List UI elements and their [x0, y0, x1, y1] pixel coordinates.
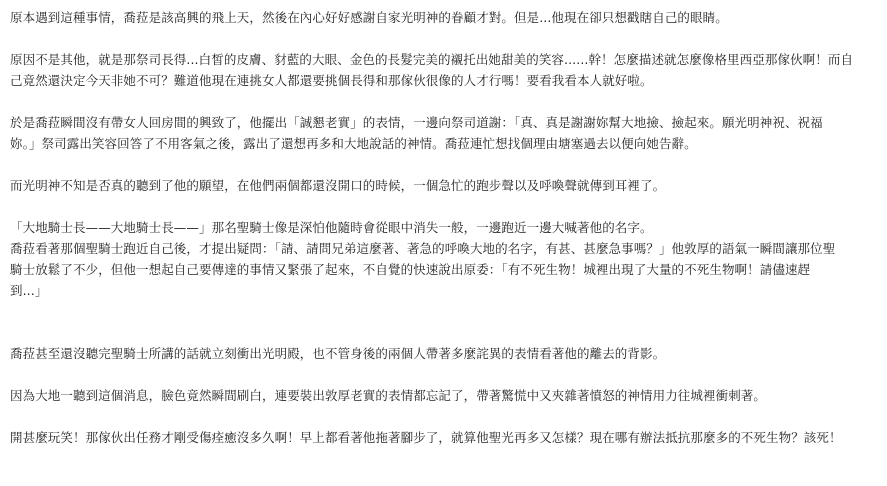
paragraph-3: [10, 112, 880, 154]
paragraph-4: [10, 175, 880, 196]
paragraph-6: [10, 343, 880, 364]
text-line: 而光明神不知是否真的聽到了他的願望，在他們兩個都還沒開口的時候，一個急忙的跑步聲以及呼喚聲就傳到耳裡了。: [10, 178, 666, 193]
paragraph-1: [10, 7, 880, 28]
article-body: [10, 7, 880, 448]
text-line: 喬菈看著那個聖騎士跑近自己後，才提出疑問：「請、請問兄弟這麼著、著急的呼喚大地的名字，有甚、甚麼急事嗎？」他敦厚的語氣一瞬間讓那位聖: [10, 241, 836, 256]
text-line: 原本遇到這種事情，喬菈是該高興的飛上天，然後在內心好好感謝自家光明神的眷顧才對。但是...他現在卻只想戳瞎自己的眼睛。: [10, 10, 728, 25]
text-line: 於是喬菈瞬間沒有帶女人回房間的興致了，他擺出「誠懇老實」的表情，一邊向祭司道謝：「真、真是謝謝妳幫大地撿、撿起來。願光明神祝、祝福: [10, 115, 823, 130]
paragraph-5: [10, 217, 880, 301]
paragraph-2: [10, 49, 880, 91]
text-line: 喬菈甚至還沒聽完聖騎士所講的話就立刻衝出光明殿，也不管身後的兩個人帶著多麼詫異的表情看著他的離去的背影。: [10, 346, 666, 361]
paragraph-7: [10, 385, 880, 406]
text-line: 妳。」祭司露出笑容回答了不用客氣之後，露出了還想再多和大地說話的神情。喬菈連忙想找個理由塘塞過去以便向她告辭。: [10, 136, 697, 151]
text-line: 開甚麼玩笑！那傢伙出任務才剛受傷痊癒沒多久啊！早上都看著他拖著腳步了，就算他聖光再多又怎樣？現在哪有辦法抵抗那麼多的不死生物？該死！: [10, 430, 842, 445]
text-line: 到...」: [10, 283, 48, 298]
text-line: 因為大地一聽到這個消息，臉色竟然瞬間刷白，連要裝出敦厚老實的表情都忘記了，帶著驚慌中又夾雜著憤怒的神情用力往城裡衝刺著。: [10, 388, 767, 403]
text-line: 原因不是其他，就是那祭司長得...白皙的皮膚、豺藍的大眼、金色的長髮完美的襯托出她甜美的笑容......幹！怎麼描述就怎麼像格里西亞那傢伙啊！而自: [10, 52, 854, 67]
paragraph-8: [10, 427, 880, 448]
text-line: 「大地騎士長——大地騎士長——」那名聖騎士像是深怕他隨時會從眼中消失一般，一邊跑近一邊大喊著他的名字。: [10, 220, 653, 235]
text-line: 騎士放鬆了不少，但他一想起自己要傳達的事情又緊張了起來，不自覺的快速說出原委：「有不死生物！城裡出現了大量的不死生物啊！請儘速趕: [10, 262, 811, 277]
text-line: 己竟然還決定今天非她不可？難道他現在連挑女人都還要挑個長得和那傢伙很像的人才行嗎！要看我看本人就好啦。: [10, 73, 653, 88]
